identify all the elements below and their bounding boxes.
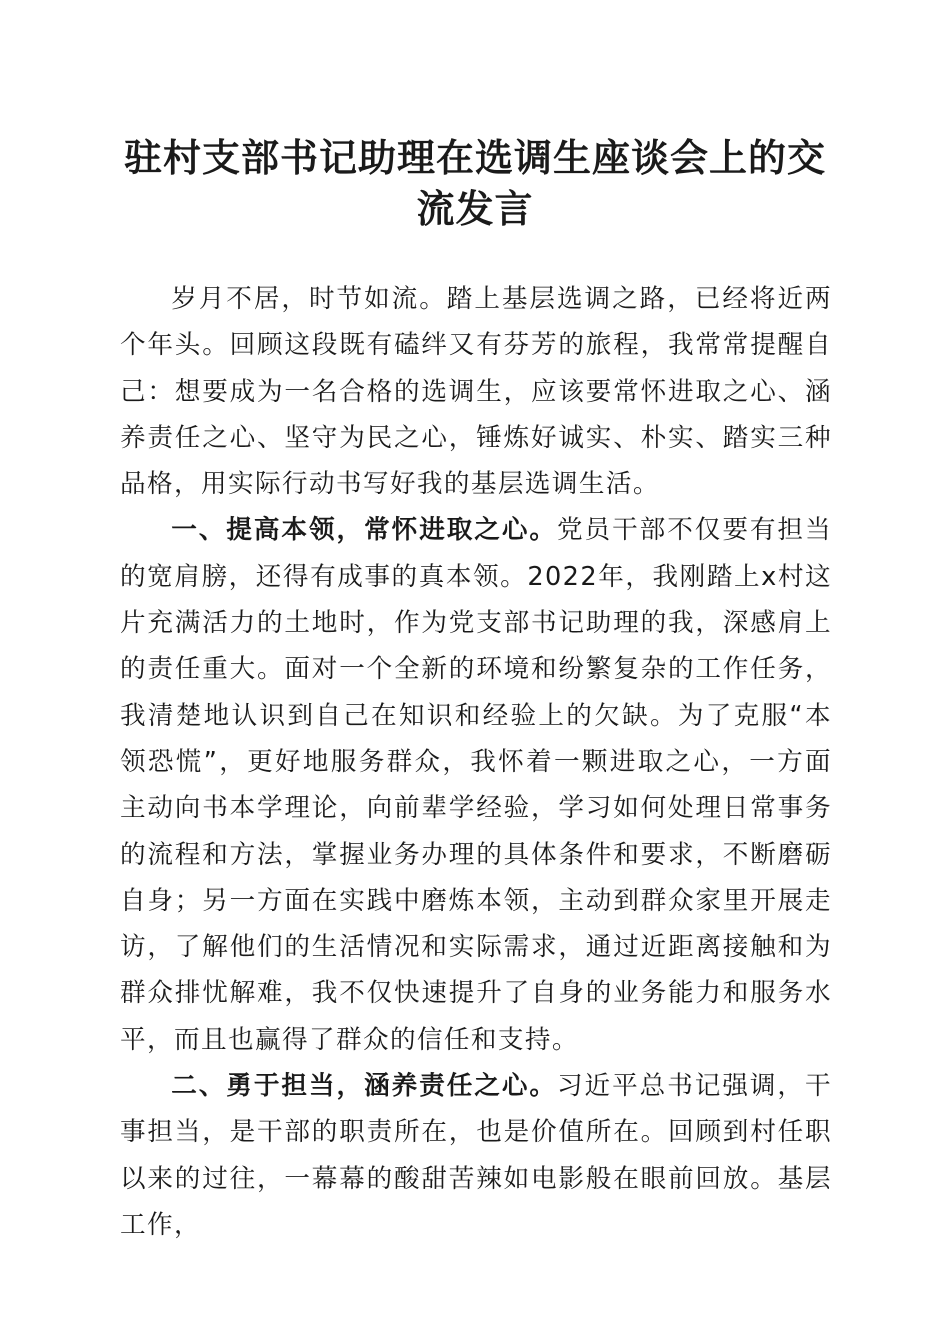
paragraph-section-1 bbox=[120, 507, 832, 1063]
document-body bbox=[120, 276, 832, 1248]
section-heading-1: 一、提高本领，常怀进取之心。 bbox=[171, 515, 557, 546]
paragraph-intro bbox=[120, 276, 832, 507]
paragraph-text: 党员干部不仅要有担当的宽肩膀，还得有成事的真本领。2022年，我刚踏上x村这片充满活力的土地时，作为党支部书记助理的我，深感肩上的责任重大。面对一个全新的环境和纷繁复杂的工作任务，我清楚地认识到自己在知识和经验上的欠缺。为了克服“本领恐慌”，更好地服务群众，我怀着一颗进取之心，一方面主动向书本学理论，向前辈学经验，学习如何处理日常事务的流程和方法，掌握业务办理的具体条件和要求，不断磨砺自身；另一方面在实践中磨炼本领，主动到群众家里开展走访，了解他们的生活情况和实际需求，通过近距离接触和为群众排忧解难，我不仅快速提升了自身的业务能力和服务水平，而且也赢得了群众的信任和支持。 bbox=[120, 515, 832, 1055]
paragraph-text: 岁月不居，时节如流。踏上基层选调之路，已经将近两个年头。回顾这段既有磕绊又有芬芳的旅程，我常常提醒自己：想要成为一名合格的选调生，应该要常怀进取之心、涵养责任之心、坚守为民之心，锤炼好诚实、朴实、踏实三种品格，用实际行动书写好我的基层选调生活。 bbox=[120, 284, 832, 500]
section-heading-2: 二、勇于担当，涵养责任之心。 bbox=[171, 1071, 557, 1102]
document-title: 驻村支部书记助理在选调生座谈会上的交流发言 bbox=[123, 135, 826, 231]
paragraph-section-2 bbox=[120, 1063, 832, 1248]
paragraph-text: 习近平总书记强调，干事担当，是干部的职责所在，也是价值所在。回顾到村任职以来的过往，一幕幕的酸甜苦辣如电影般在眼前回放。基层工作， bbox=[120, 1071, 832, 1240]
